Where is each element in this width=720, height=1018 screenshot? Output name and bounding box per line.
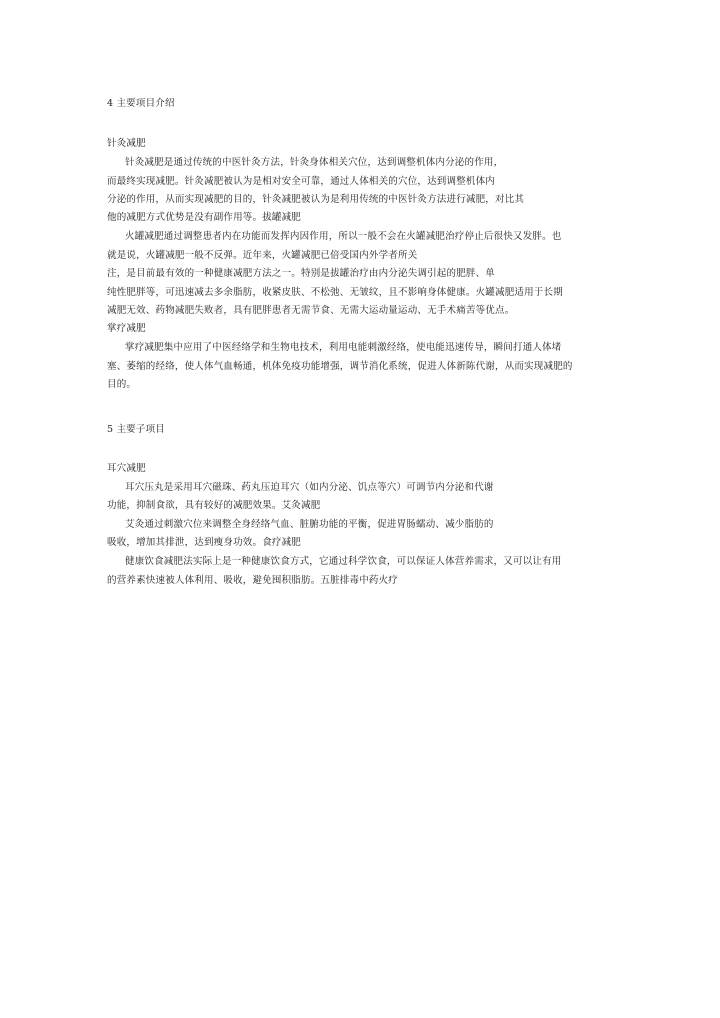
paragraph-line: 耳穴压丸是采用耳穴磁珠、药丸压迫耳穴（如内分泌、饥点等穴）可调节内分泌和代谢 <box>125 482 494 493</box>
paragraph-line: 艾灸通过刺激穴位来调整全身经络气血、脏腑功能的平衡，促进胃肠蠕动、减少脂肪的 <box>125 519 494 530</box>
paragraph-line: 他的减肥方式优势是没有副作用等。拔罐减肥 <box>107 212 302 223</box>
section-heading: 4 主要项目介绍 <box>107 98 175 109</box>
paragraph-line: 的营养素快速被人体利用、吸收，避免囤积脂肪。五脏排毒中药火疗 <box>107 575 399 586</box>
paragraph-line: 功能，抑制食欲，具有较好的减肥效果。艾灸减肥 <box>107 500 321 511</box>
paragraph-line: 减肥无效、药物减肥失败者，具有肥胖患者无需节食、无需大运动量运动、无手术痛苦等优点。 <box>107 305 515 316</box>
section-heading: 5 主要子项目 <box>107 424 165 435</box>
paragraph-line: 塞、萎缩的经络，使人体气血畅通，机体免疫功能增强，调节消化系统，促进人体新陈代谢，从而实现减肥的 <box>107 361 573 372</box>
subsection-heading: 耳穴减肥 <box>107 463 146 474</box>
paragraph-line: 分泌的作用，从而实现减肥的目的，针灸减肥被认为是利用传统的中医针灸方法进行减肥，对比其 <box>107 194 525 205</box>
paragraph-line: 针灸减肥是通过传统的中医针灸方法，针灸身体相关穴位，达到调整机体内分泌的作用， <box>125 157 504 168</box>
paragraph-line: 火罐减肥通过调整患者内在功能而发挥内因作用，所以一般不会在火罐减肥治疗停止后很快又发胖。也 <box>125 231 562 242</box>
paragraph-line: 掌疗减肥集中应用了中医经络学和生物电技术，利用电能刺激经络，使电能迅速传导，瞬间打通人体堵 <box>125 342 562 353</box>
paragraph-line: 目的。 <box>107 379 137 390</box>
subsection-heading: 掌疗减肥 <box>107 323 146 334</box>
subsection-heading: 针灸减肥 <box>107 138 146 149</box>
paragraph-line: 纯性肥胖等，可迅速减去多余脂肪，收紧皮肤、不松弛、无皱纹，且不影响身体健康。火罐减肥适用于长期 <box>107 287 563 298</box>
paragraph-line: 吸收，增加其排泄，达到瘦身功效。食疗减肥 <box>107 537 302 548</box>
paragraph-line: 就是说，火罐减肥一般不反弹。近年来，火罐减肥已倍受国内外学者所关 <box>107 250 418 261</box>
paragraph-line: 注，是目前最有效的一种健康减肥方法之一。特别是拔罐治疗由内分泌失调引起的肥胖、单 <box>107 268 496 279</box>
paragraph-line: 健康饮食减肥法实际上是一种健康饮食方式，它通过科学饮食，可以保证人体营养需求，又可以让有用 <box>125 556 562 567</box>
paragraph-line: 而最终实现减肥。针灸减肥被认为是相对安全可靠，通过人体相关的穴位，达到调整机体内 <box>107 176 496 187</box>
